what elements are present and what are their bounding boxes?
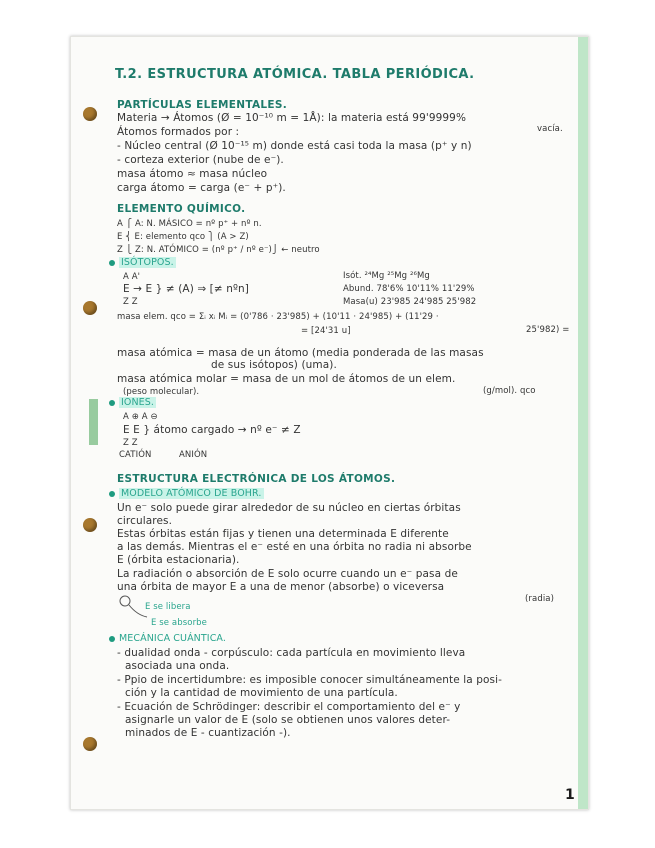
heading-particulas: PARTÍCULAS ELEMENTALES.	[117, 99, 288, 111]
heading-estructura: ESTRUCTURA ELECTRÓNICA DE LOS ÁTOMOS.	[117, 473, 396, 485]
text-line: Un e⁻ solo puede girar alrededor de su núcleo en ciertas órbitas	[117, 502, 461, 514]
page-number: 1	[565, 787, 575, 803]
text-line: Z Z	[123, 438, 138, 448]
text-line: a las demás. Mientras el e⁻ esté en una órbita no radia ni absorbe	[117, 541, 472, 553]
text-line: circulares.	[117, 515, 173, 527]
text-line: una órbita de mayor E a una de menor (absorbe) o viceversa	[117, 581, 445, 593]
text-line: carga átomo = carga (e⁻ + p⁺).	[117, 182, 286, 194]
text-line: A ⊕ A ⊖	[123, 412, 158, 422]
table-row: Isót. ²⁴Mg ²⁵Mg ²⁶Mg	[343, 271, 430, 281]
text-line: (g/mol). qco	[483, 386, 536, 396]
text-line: A A'	[123, 272, 141, 282]
binder-hole	[83, 737, 97, 751]
subheading-iones: IONES.	[109, 397, 156, 409]
text-line: E (órbita estacionaria).	[117, 554, 240, 566]
text-line: Materia → Átomos (Ø = 10⁻¹⁰ m = 1Å): la materia está 99'9999%	[117, 112, 467, 124]
label-anion: ANIÓN	[179, 450, 208, 460]
formula-result: = [24'31 u]	[301, 326, 351, 336]
text-line: Estas órbitas están fijas y tienen una determinada E diferente	[117, 528, 449, 540]
text-line: minados de E - cuantización -).	[125, 727, 291, 739]
binder-hole	[83, 518, 97, 532]
text-line: - Núcleo central (Ø 10⁻¹⁵ m) donde está casi toda la masa (p⁺ y n)	[117, 140, 472, 152]
bullet-icon	[109, 636, 115, 642]
bullet-icon	[109, 491, 115, 497]
page-tab	[89, 399, 98, 445]
text-line: E → E } ≠ (A) ⇒ [≠ nºn]	[123, 283, 249, 295]
text-line: - Ppio de incertidumbre: es imposible conocer simultáneamente la posi-	[117, 674, 502, 686]
text-line: (radia)	[525, 594, 555, 604]
table-row: Masa(u) 23'985 24'985 25'982	[343, 297, 477, 307]
text-line: vacía.	[537, 124, 563, 134]
margin-strip	[578, 37, 588, 809]
text-line: Átomos formados por :	[117, 126, 240, 138]
binder-hole	[83, 107, 97, 121]
text-line: E ⎨ E: elemento qco ⎫ (A > Z)	[117, 232, 249, 242]
text-line: asociada una onda.	[125, 660, 230, 672]
binder-hole	[83, 301, 97, 315]
text-line: Z ⎩ Z: N. ATÓMICO = (nº p⁺ / nº e⁻)⎭ ← neutro	[117, 245, 320, 255]
text-line: E E } átomo cargado → nº e⁻ ≠ Z	[123, 424, 301, 436]
text-line: de sus isótopos) (uma).	[211, 359, 337, 371]
text-line: (peso molecular).	[123, 387, 200, 397]
text-line: La radiación o absorción de E solo ocurre cuando un e⁻ pasa de	[117, 568, 458, 580]
subheading-bohr: MODELO ATÓMICO DE BOHR.	[109, 488, 264, 500]
table-row: Abund. 78'6% 10'11% 11'29%	[343, 284, 475, 294]
page-title: T.2. ESTRUCTURA ATÓMICA. TABLA PERIÓDICA.	[115, 67, 475, 82]
formula-line: 25'982) =	[526, 325, 570, 335]
text-line: - corteza exterior (nube de e⁻).	[117, 154, 284, 166]
text-line: masa atómica = masa de un átomo (media ponderada de las masas	[117, 347, 484, 359]
text-line: Z Z	[123, 297, 138, 307]
heading-elemento: ELEMENTO QUÍMICO.	[117, 203, 246, 215]
text-line: - Ecuación de Schrödinger: describir el comportamiento del e⁻ y	[117, 701, 461, 713]
label-e-se-libera: E se libera	[145, 602, 191, 612]
text-line: ción y la cantidad de movimiento de una partícula.	[125, 687, 398, 699]
notebook-page	[70, 36, 589, 810]
text-line: asignarle un valor de E (solo se obtienen unos valores deter-	[125, 714, 451, 726]
text-line: A ⎧ A: N. MÁSICO = nº p⁺ + nº n.	[117, 219, 262, 229]
text-line: - dualidad onda - corpúsculo: cada partícula en movimiento lleva	[117, 647, 466, 659]
subheading-mecanica: MECÁNICA CUÁNTICA.	[109, 633, 226, 645]
label-e-se-absorbe: E se absorbe	[151, 618, 207, 628]
label-cation: CATIÓN	[119, 450, 152, 460]
text-line: masa átomo ≈ masa núcleo	[117, 168, 268, 180]
bullet-icon	[109, 260, 115, 266]
subheading-isotopos: ISÓTOPOS.	[109, 257, 176, 269]
formula-line: masa elem. qco = Σᵢ xᵢ Mᵢ = (0'786 · 23'985) + (10'11 · 24'985) + (11'29 ·	[117, 312, 439, 322]
text-line: masa atómica molar = masa de un mol de átomos de un elem.	[117, 373, 456, 385]
bullet-icon	[109, 400, 115, 406]
